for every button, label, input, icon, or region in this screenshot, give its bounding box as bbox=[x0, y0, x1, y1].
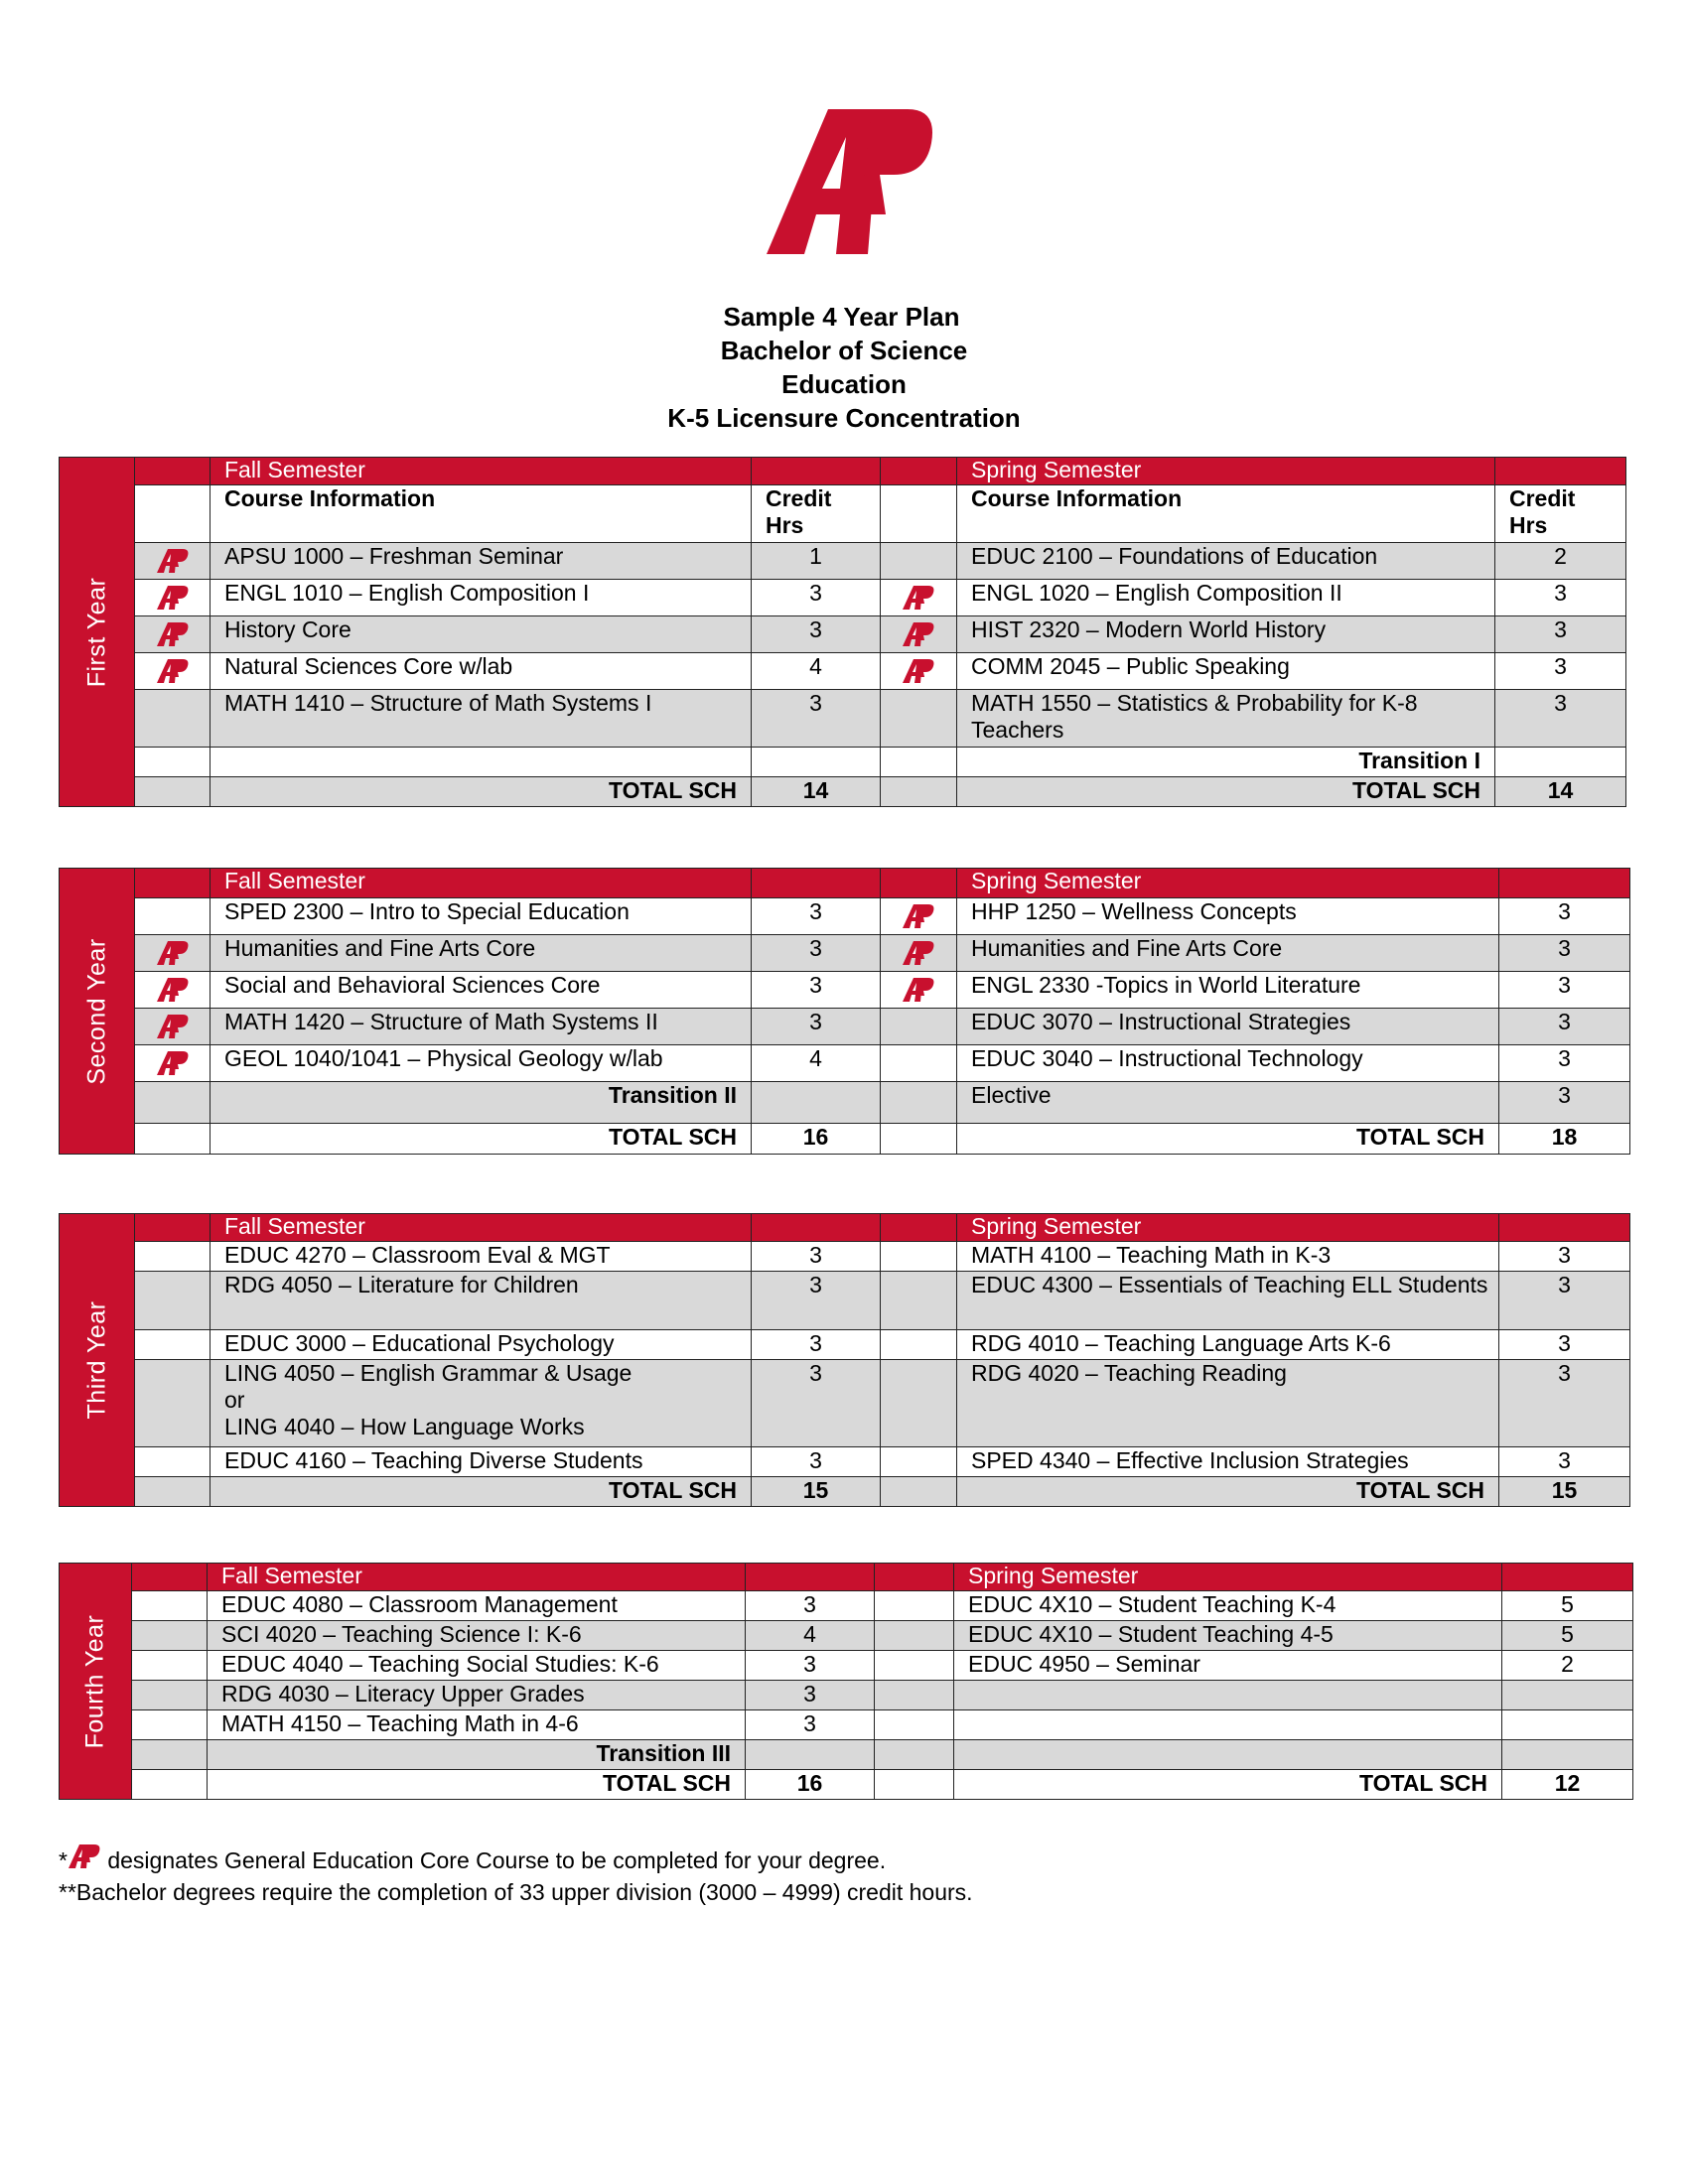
transition-label: Transition I bbox=[957, 748, 1495, 777]
fall-semester-header: Fall Semester bbox=[211, 458, 752, 485]
course-cell: SCI 4020 – Teaching Science I: K-6 bbox=[208, 1621, 746, 1651]
degree-title: Bachelor of Science bbox=[720, 336, 968, 365]
plan-title: Sample 4 Year Plan bbox=[723, 302, 960, 332]
year-label: First Year bbox=[82, 577, 110, 687]
fall-total: 16 bbox=[752, 1124, 881, 1155]
credit-hrs-header: Credit Hrs bbox=[752, 485, 881, 543]
year-label: Fourth Year bbox=[80, 1614, 109, 1748]
credit-cell: 3 bbox=[752, 1009, 881, 1045]
credit-cell: 3 bbox=[1499, 1360, 1630, 1447]
course-cell: EDUC 4040 – Teaching Social Studies: K-6 bbox=[208, 1651, 746, 1681]
year-label-cell bbox=[60, 1564, 132, 1800]
credit-cell: 2 bbox=[1502, 1651, 1633, 1681]
or-separator: or bbox=[224, 1387, 245, 1413]
course-cell: EDUC 4300 – Essentials of Teaching ELL Students bbox=[957, 1272, 1499, 1330]
credit-cell: 3 bbox=[1495, 616, 1626, 653]
credit-cell: 3 bbox=[1499, 935, 1630, 972]
course-cell: MATH 1410 – Structure of Math Systems I bbox=[211, 690, 752, 748]
credit-cell: 3 bbox=[1499, 1330, 1630, 1360]
credit-cell: 3 bbox=[1499, 1009, 1630, 1045]
ap-icon bbox=[902, 620, 935, 648]
gen-ed-marker bbox=[135, 580, 211, 616]
course-cell: ENGL 2330 -Topics in World Literature bbox=[957, 972, 1499, 1009]
credit-cell: 3 bbox=[746, 1651, 875, 1681]
course-cell: ENGL 1020 – English Composition II bbox=[957, 580, 1495, 616]
ap-icon bbox=[902, 657, 935, 685]
fall-semester-header: Fall Semester bbox=[211, 1214, 752, 1242]
spring-semester-header: Spring Semester bbox=[957, 458, 1495, 485]
credit-cell: 3 bbox=[752, 616, 881, 653]
gen-ed-footnote bbox=[59, 1843, 973, 1876]
total-label: TOTAL SCH bbox=[208, 1770, 746, 1800]
course-cell-alternatives bbox=[211, 1360, 752, 1447]
ap-icon bbox=[902, 902, 935, 930]
second-year-table bbox=[59, 868, 1630, 1155]
ap-icon bbox=[156, 1049, 190, 1077]
credit-cell: 3 bbox=[752, 1330, 881, 1360]
year-label: Second Year bbox=[82, 937, 110, 1085]
credit-cell: 3 bbox=[746, 1681, 875, 1710]
course-cell: EDUC 3070 – Instructional Strategies bbox=[957, 1009, 1499, 1045]
course-cell: EDUC 4160 – Teaching Diverse Students bbox=[211, 1447, 752, 1477]
course-cell: EDUC 3040 – Instructional Technology bbox=[957, 1045, 1499, 1082]
gen-ed-marker bbox=[135, 935, 211, 972]
credit-cell: 3 bbox=[1499, 898, 1630, 935]
ap-icon bbox=[156, 1013, 190, 1040]
total-label: TOTAL SCH bbox=[957, 1477, 1499, 1507]
credit-cell: 3 bbox=[752, 898, 881, 935]
gen-ed-marker bbox=[881, 580, 957, 616]
course-cell: GEOL 1040/1041 – Physical Geology w/lab bbox=[211, 1045, 752, 1082]
spring-semester-header: Spring Semester bbox=[957, 1214, 1499, 1242]
credit-cell: 3 bbox=[1495, 580, 1626, 616]
total-label: TOTAL SCH bbox=[957, 777, 1495, 807]
spring-total: 18 bbox=[1499, 1124, 1630, 1155]
ap-icon bbox=[156, 976, 190, 1004]
credit-cell: 3 bbox=[752, 972, 881, 1009]
ap-icon bbox=[68, 1843, 101, 1870]
credit-cell: 3 bbox=[1499, 1045, 1630, 1082]
fall-total: 14 bbox=[752, 777, 881, 807]
gen-ed-marker bbox=[135, 1009, 211, 1045]
spring-semester-header: Spring Semester bbox=[954, 1564, 1502, 1591]
course-cell: RDG 4020 – Teaching Reading bbox=[957, 1360, 1499, 1447]
credit-cell: 3 bbox=[752, 690, 881, 748]
course-cell: EDUC 4950 – Seminar bbox=[954, 1651, 1502, 1681]
gen-ed-marker bbox=[135, 653, 211, 690]
gen-ed-marker bbox=[881, 935, 957, 972]
credit-cell: 3 bbox=[1495, 690, 1626, 748]
credit-cell: 3 bbox=[1499, 1082, 1630, 1124]
major-title: Education bbox=[781, 369, 907, 399]
course-cell: MATH 4150 – Teaching Math in 4-6 bbox=[208, 1710, 746, 1740]
course-info-header: Course Information bbox=[957, 485, 1495, 543]
course-cell: MATH 1550 – Statistics & Probability for K-8 Teachers bbox=[957, 690, 1495, 748]
course-cell: SPED 2300 – Intro to Special Education bbox=[211, 898, 752, 935]
credit-hrs-header: Credit Hrs bbox=[1495, 485, 1626, 543]
fall-semester-header: Fall Semester bbox=[211, 869, 752, 898]
transition-label: Transition II bbox=[211, 1082, 752, 1124]
spring-total: 15 bbox=[1499, 1477, 1630, 1507]
course-cell: MATH 1420 – Structure of Math Systems II bbox=[211, 1009, 752, 1045]
gen-ed-marker bbox=[881, 972, 957, 1009]
fall-total: 16 bbox=[746, 1770, 875, 1800]
course-cell: EDUC 4080 – Classroom Management bbox=[208, 1591, 746, 1621]
course-cell bbox=[954, 1681, 1502, 1710]
plan-title-block bbox=[0, 300, 1688, 435]
year-label-cell bbox=[60, 1214, 135, 1507]
course-info-header: Course Information bbox=[211, 485, 752, 543]
spring-total: 14 bbox=[1495, 777, 1626, 807]
total-label: TOTAL SCH bbox=[211, 1124, 752, 1155]
total-label: TOTAL SCH bbox=[211, 1477, 752, 1507]
course-cell: APSU 1000 – Freshman Seminar bbox=[211, 543, 752, 580]
course-option: LING 4050 – English Grammar & Usage bbox=[224, 1360, 633, 1386]
footnotes bbox=[59, 1843, 973, 1908]
credit-cell: 3 bbox=[752, 1272, 881, 1330]
course-cell: History Core bbox=[211, 616, 752, 653]
course-cell: EDUC 4X10 – Student Teaching K-4 bbox=[954, 1591, 1502, 1621]
fourth-year-table bbox=[59, 1563, 1633, 1800]
ap-icon bbox=[156, 547, 190, 575]
credit-cell: 3 bbox=[1499, 1447, 1630, 1477]
course-cell: EDUC 4270 – Classroom Eval & MGT bbox=[211, 1242, 752, 1272]
year-label-cell bbox=[60, 869, 135, 1155]
course-cell: EDUC 4X10 – Student Teaching 4-5 bbox=[954, 1621, 1502, 1651]
course-cell bbox=[954, 1710, 1502, 1740]
ap-icon bbox=[902, 939, 935, 967]
course-cell: RDG 4010 – Teaching Language Arts K-6 bbox=[957, 1330, 1499, 1360]
credit-cell: 3 bbox=[752, 935, 881, 972]
ap-icon bbox=[156, 620, 190, 648]
course-cell: EDUC 3000 – Educational Psychology bbox=[211, 1330, 752, 1360]
credit-cell: 4 bbox=[746, 1621, 875, 1651]
first-year-table bbox=[59, 457, 1626, 807]
fall-semester-header: Fall Semester bbox=[208, 1564, 746, 1591]
asterisk: * bbox=[59, 1847, 68, 1873]
credit-cell: 1 bbox=[752, 543, 881, 580]
credit-cell: 3 bbox=[1499, 1242, 1630, 1272]
ap-icon bbox=[156, 584, 190, 612]
credit-cell: 4 bbox=[752, 653, 881, 690]
course-cell: RDG 4050 – Literature for Children bbox=[211, 1272, 752, 1330]
credit-cell bbox=[1502, 1681, 1633, 1710]
course-cell: COMM 2045 – Public Speaking bbox=[957, 653, 1495, 690]
credit-cell: 3 bbox=[752, 1447, 881, 1477]
credit-cell: 3 bbox=[1499, 972, 1630, 1009]
total-label: TOTAL SCH bbox=[957, 1124, 1499, 1155]
course-cell: HIST 2320 – Modern World History bbox=[957, 616, 1495, 653]
credit-cell: 3 bbox=[752, 580, 881, 616]
concentration-title: K-5 Licensure Concentration bbox=[667, 403, 1021, 433]
credit-cell: 5 bbox=[1502, 1621, 1633, 1651]
credit-cell: 3 bbox=[1499, 1272, 1630, 1330]
credit-cell: 3 bbox=[746, 1710, 875, 1740]
gen-ed-marker bbox=[135, 543, 211, 580]
gen-ed-marker bbox=[135, 616, 211, 653]
credit-cell: 4 bbox=[752, 1045, 881, 1082]
spring-semester-header: Spring Semester bbox=[957, 869, 1499, 898]
university-logo bbox=[757, 103, 937, 268]
course-cell: Humanities and Fine Arts Core bbox=[957, 935, 1499, 972]
third-year-table bbox=[59, 1213, 1630, 1507]
gen-ed-marker bbox=[135, 1045, 211, 1082]
credit-cell: 3 bbox=[746, 1591, 875, 1621]
ap-icon bbox=[156, 939, 190, 967]
credit-cell: 3 bbox=[1495, 653, 1626, 690]
gen-ed-marker bbox=[881, 616, 957, 653]
gen-ed-marker bbox=[881, 653, 957, 690]
total-label: TOTAL SCH bbox=[211, 777, 752, 807]
year-label-cell bbox=[60, 458, 135, 807]
ap-icon bbox=[902, 584, 935, 612]
credit-cell: 3 bbox=[752, 1242, 881, 1272]
course-cell: MATH 4100 – Teaching Math in K-3 bbox=[957, 1242, 1499, 1272]
elective-cell: Elective bbox=[957, 1082, 1499, 1124]
credit-cell bbox=[1502, 1710, 1633, 1740]
course-cell: Natural Sciences Core w/lab bbox=[211, 653, 752, 690]
course-cell: EDUC 2100 – Foundations of Education bbox=[957, 543, 1495, 580]
gen-ed-note-text: designates General Education Core Course to be completed for your degree. bbox=[100, 1847, 887, 1873]
year-label: Third Year bbox=[82, 1300, 110, 1420]
credit-cell: 2 bbox=[1495, 543, 1626, 580]
course-cell: ENGL 1010 – English Composition I bbox=[211, 580, 752, 616]
course-cell: Social and Behavioral Sciences Core bbox=[211, 972, 752, 1009]
fall-total: 15 bbox=[752, 1477, 881, 1507]
course-cell: HHP 1250 – Wellness Concepts bbox=[957, 898, 1499, 935]
ap-icon bbox=[902, 976, 935, 1004]
gen-ed-marker bbox=[881, 898, 957, 935]
transition-label: Transition III bbox=[208, 1740, 746, 1770]
course-cell: RDG 4030 – Literacy Upper Grades bbox=[208, 1681, 746, 1710]
gen-ed-marker bbox=[135, 972, 211, 1009]
upper-division-footnote: **Bachelor degrees require the completion of 33 upper division (3000 – 4999) credit hours. bbox=[59, 1879, 973, 1905]
course-option: LING 4040 – How Language Works bbox=[224, 1414, 585, 1439]
ap-icon bbox=[156, 657, 190, 685]
course-cell: Humanities and Fine Arts Core bbox=[211, 935, 752, 972]
credit-cell: 3 bbox=[752, 1360, 881, 1447]
total-label: TOTAL SCH bbox=[954, 1770, 1502, 1800]
course-cell: SPED 4340 – Effective Inclusion Strategies bbox=[957, 1447, 1499, 1477]
credit-cell: 5 bbox=[1502, 1591, 1633, 1621]
spring-total: 12 bbox=[1502, 1770, 1633, 1800]
